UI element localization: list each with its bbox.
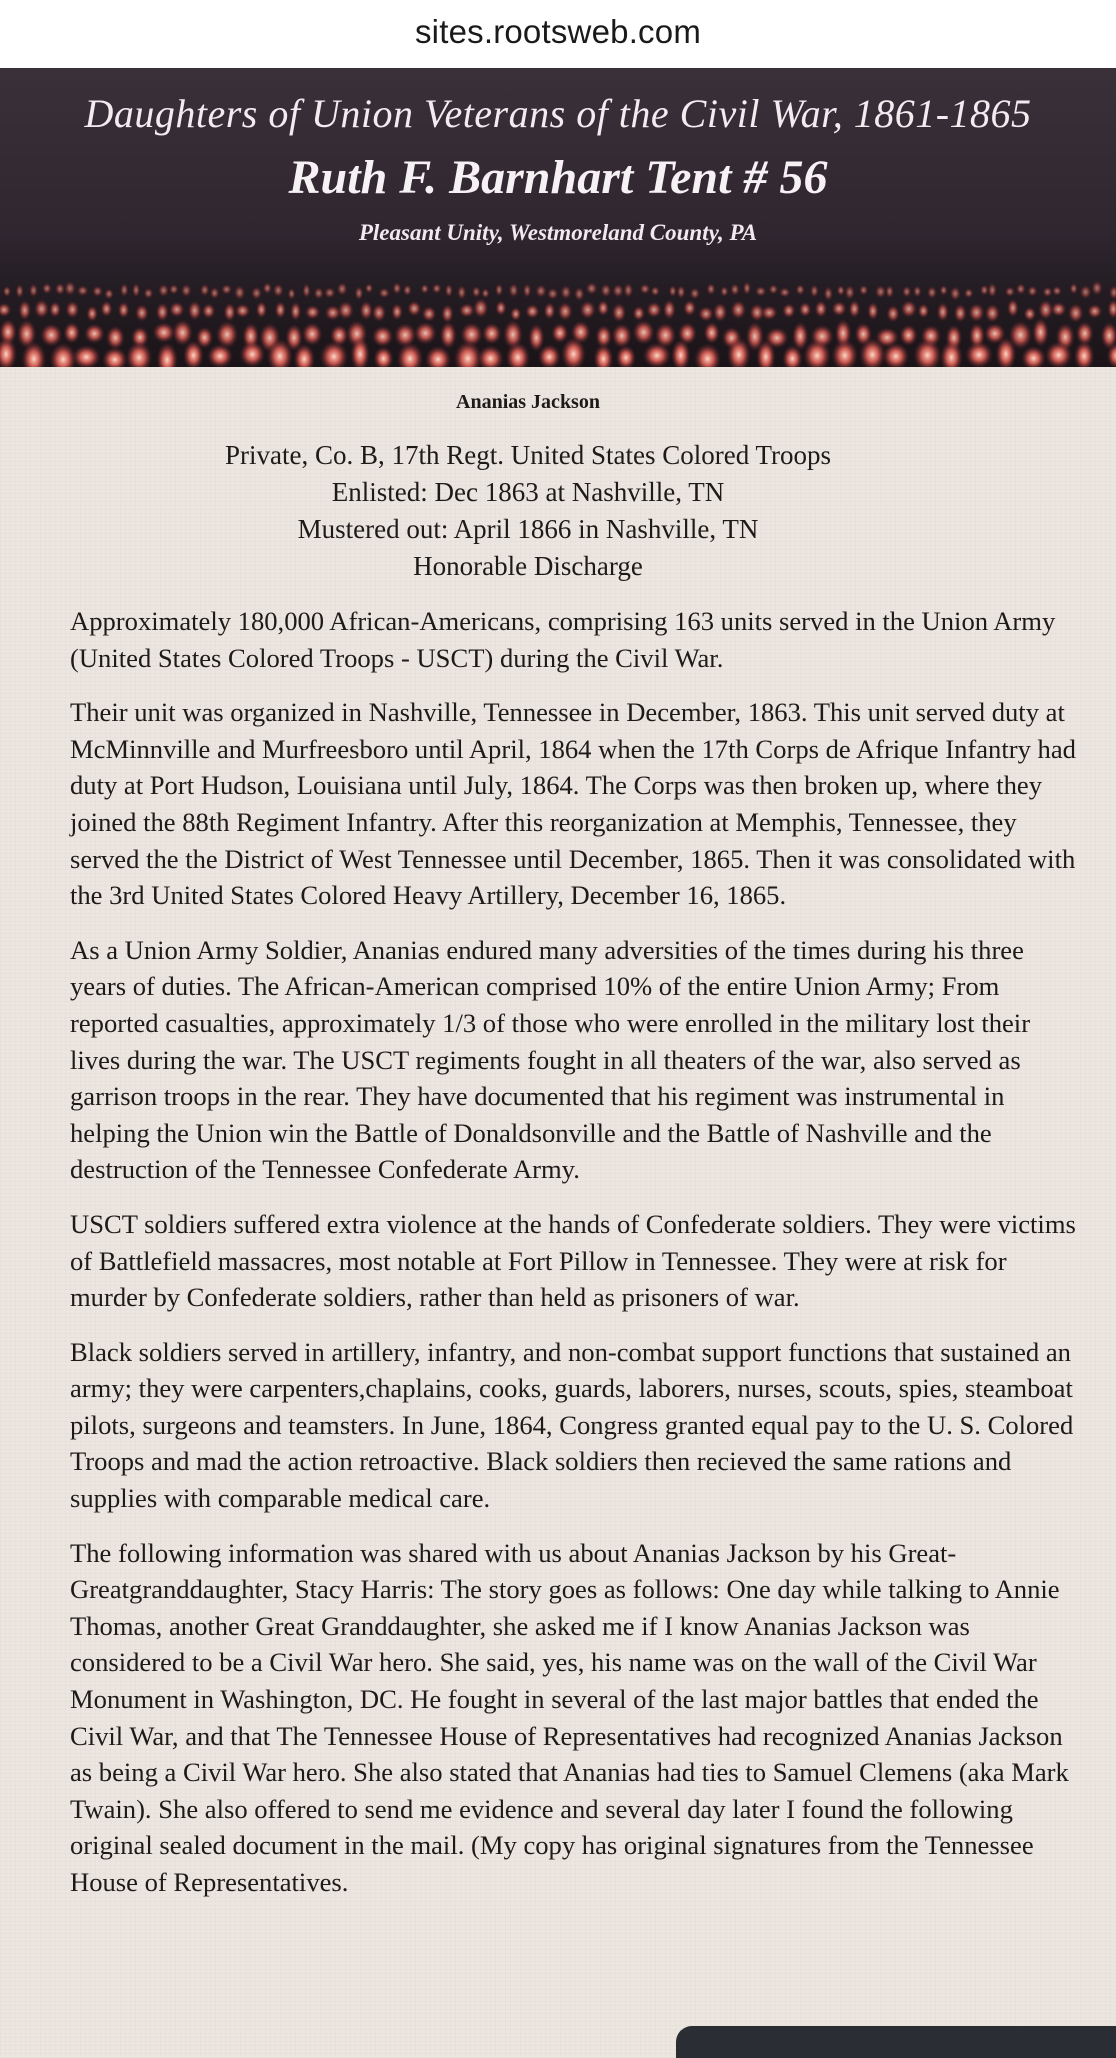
luminary-light xyxy=(918,303,930,318)
luminary-light xyxy=(927,286,937,299)
luminary-light xyxy=(980,284,989,295)
luminary-light xyxy=(403,284,412,295)
luminary-light xyxy=(900,325,918,346)
luminary-light xyxy=(669,285,677,297)
luminary-light xyxy=(1080,285,1092,299)
luminary-light xyxy=(937,302,949,322)
luminary-light xyxy=(29,284,38,298)
luminary-light xyxy=(633,306,645,321)
luminary-light xyxy=(988,283,997,298)
luminary-light xyxy=(440,321,457,349)
luminary-light xyxy=(158,284,169,297)
cemetery-luminaries-image xyxy=(0,267,1116,367)
luminary-light xyxy=(845,285,855,300)
luminary-light xyxy=(731,300,747,319)
luminary-light xyxy=(407,301,421,317)
luminary-light xyxy=(302,283,310,298)
luminary-light xyxy=(202,303,216,319)
luminary-light xyxy=(153,322,176,343)
luminary-light xyxy=(16,284,24,298)
luminary-light xyxy=(612,284,624,298)
header-banner xyxy=(0,68,1116,367)
service-record xyxy=(0,437,1056,585)
luminary-light xyxy=(18,300,31,321)
luminary-light xyxy=(623,283,633,298)
luminary-light xyxy=(263,282,272,294)
luminary-light xyxy=(859,285,868,296)
luminary-light xyxy=(796,284,805,295)
luminary-light xyxy=(392,282,401,294)
luminary-light xyxy=(104,288,114,299)
luminary-light xyxy=(457,285,466,300)
luminary-light xyxy=(240,341,266,367)
luminary-light xyxy=(677,285,686,299)
luminary-light xyxy=(156,342,177,367)
luminary-light xyxy=(63,322,80,344)
luminary-light xyxy=(324,287,336,298)
luminary-light xyxy=(867,302,879,320)
luminary-light xyxy=(100,301,112,317)
luminary-light xyxy=(968,303,984,322)
luminary-light xyxy=(1032,318,1049,347)
address-bar[interactable] xyxy=(0,0,1116,68)
luminary-light xyxy=(1021,346,1046,367)
luminary-light xyxy=(1027,286,1037,297)
luminary-light xyxy=(886,305,899,323)
luminary-light xyxy=(441,304,454,323)
luminary-light xyxy=(509,283,519,298)
luminary-light xyxy=(391,303,403,320)
luminary-light xyxy=(251,287,262,300)
luminary-light xyxy=(580,300,596,319)
luminary-light xyxy=(472,286,481,298)
luminary-light xyxy=(337,282,348,295)
luminary-light xyxy=(574,287,585,301)
paragraph-roles: Black soldiers served in artillery, infantry, and non-combat support functions that sustained an army; they were carpenters,chaplains, cooks, guards, laborers, nurses, scouts, spies, steamboat pilots, surgeons and teamsters. In June, 1864, Congress granted equal pay to the U. S. Colored Troops and mad the action retroactive. Black soldiers then recieved the same rations and supplies with comparable medical care. xyxy=(70,1336,1074,1514)
luminary-light xyxy=(120,283,129,297)
luminary-light xyxy=(810,284,819,297)
service-discharge: Honorable Discharge xyxy=(413,551,643,581)
luminary-light xyxy=(55,283,65,295)
luminary-light xyxy=(1051,302,1067,317)
luminary-light xyxy=(169,302,185,318)
luminary-light xyxy=(106,326,125,350)
luminary-light xyxy=(86,305,98,321)
luminary-light xyxy=(755,286,767,297)
luminary-light xyxy=(704,322,720,344)
luminary-light xyxy=(558,302,573,321)
luminary-light xyxy=(1109,285,1116,300)
luminary-light xyxy=(1043,287,1053,297)
luminary-light xyxy=(414,322,437,345)
luminary-light xyxy=(495,283,503,296)
luminary-light xyxy=(544,302,556,319)
luminary-light xyxy=(831,339,858,367)
luminary-light xyxy=(49,301,61,317)
service-enlisted: Enlisted: Dec 1863 at Nashville, TN xyxy=(331,477,725,507)
luminary-light xyxy=(221,284,232,295)
luminary-light xyxy=(365,283,373,293)
luminary-light xyxy=(314,287,324,299)
luminary-light xyxy=(824,286,834,301)
luminary-light xyxy=(288,288,296,300)
luminary-light xyxy=(1007,299,1019,317)
luminary-light xyxy=(65,301,79,319)
luminary-light xyxy=(135,304,149,322)
service-mustered-out: Mustered out: April 1866 in Nashville, TN xyxy=(297,514,759,544)
luminary-light xyxy=(92,286,103,297)
luminary-light xyxy=(640,284,651,295)
luminary-light xyxy=(832,301,847,316)
luminary-light xyxy=(651,286,660,296)
luminary-light xyxy=(694,343,721,367)
paragraph-service-adversities: As a Union Army Soldier, Ananias endured many adversities of the times during his three years of duties. The African-American comprised 10% of the entire Union Army; From reported casualties, approximately 1/3 of those who were enrolled in the military lost their lives during the war. The USCT regiments fought in all theaters of the war, also served as garrison troops in the rear. They have documented that his regiment was instrumental in helping the Union win the Battle of Donaldsonville and the Battle of Nashville and the destruction of the Tennessee Confederate Army. xyxy=(70,934,1031,1185)
luminary-light xyxy=(779,287,790,297)
luminary-light xyxy=(1052,286,1062,296)
luminary-light xyxy=(275,301,286,318)
luminary-light xyxy=(84,324,105,344)
luminary-light xyxy=(1074,341,1095,367)
luminary-light xyxy=(0,303,11,317)
luminary-light xyxy=(954,304,967,323)
luminary-light xyxy=(616,345,636,367)
luminary-light xyxy=(273,284,284,298)
soldier-name-heading: Ananias Jackson xyxy=(456,391,600,413)
luminary-light xyxy=(302,322,323,345)
luminary-light xyxy=(1087,304,1102,319)
luminary-light xyxy=(849,300,861,318)
luminary-light xyxy=(200,284,210,296)
luminary-light xyxy=(799,302,812,317)
luminary-light xyxy=(683,300,696,316)
paragraph-family-story: The following information was shared with us about Ananias Jackson by his Great-Greatgranddaughter, Stacy Harris: The story goes as follows: One day while talking to Annie Thomas, another Great Granddaughter, she asked me if I know Ananias Jackson was considered to be a Civil War hero. She said, yes, his name was on the wall of the Civil War Monument in Washington, DC. He fought in several of the last major battles that ended the Civil War, and that The Tennessee House of Representatives had recognized Ananias Jackson as being a Civil War hero. She also stated that Ananias had ties to Samuel Clemens (aka Mark Twain). She also offered to send me evidence and several day later I found the following original sealed document in the mail. (My copy has original signatures from the Tennessee House of Representatives. xyxy=(70,1537,1069,1897)
luminary-light xyxy=(224,303,236,322)
luminary-light xyxy=(0,337,17,367)
luminary-light xyxy=(837,285,845,296)
luminary-light xyxy=(586,282,598,295)
luminary-light xyxy=(713,302,727,322)
paragraph-unit-history: Their unit was organized in Nashville, Tennessee in December, 1863. This unit served duty at McMinnville and Murfreesboro until April, 1864 when the 17th Corps de Afrique Infantry had duty at Port Hudson, Louisiana until July, 1864. The Corps was then broken up, where they joined the 88th Regiment Infantry. After this reorganization at Memphis, Tennessee, they served the the District of West Tennessee until December, 1865. Then it was consolidated with the 3rd United States Colored Heavy Artillery, December 16, 1865. xyxy=(70,697,1076,911)
luminary-light xyxy=(360,301,373,321)
luminary-light xyxy=(950,286,961,301)
luminary-light xyxy=(547,288,559,300)
luminary-light xyxy=(769,284,779,294)
luminary-light xyxy=(1068,303,1084,323)
luminary-light xyxy=(188,301,202,321)
luminary-light xyxy=(535,284,547,297)
luminary-light xyxy=(181,284,192,297)
luminary-light xyxy=(597,300,609,316)
luminary-light xyxy=(523,283,531,297)
luminary-light xyxy=(663,299,676,319)
luminary-light xyxy=(432,283,442,294)
luminary-light xyxy=(445,284,453,298)
luminary-light xyxy=(235,303,250,317)
tent-location: Pleasant Unity, Westmoreland County, PA xyxy=(358,220,758,245)
luminary-light xyxy=(495,300,506,315)
luminary-light xyxy=(720,286,728,297)
luminary-light xyxy=(1005,287,1015,297)
luminary-light xyxy=(875,285,886,299)
luminary-light xyxy=(320,341,348,367)
luminary-light xyxy=(885,285,894,299)
luminary-light xyxy=(156,302,169,321)
luminary-light xyxy=(422,306,437,322)
luminary-light xyxy=(1091,281,1102,296)
luminary-light xyxy=(1107,299,1116,319)
luminary-light xyxy=(612,303,626,322)
luminary-light xyxy=(77,285,89,296)
luminary-light xyxy=(594,344,614,367)
luminary-light xyxy=(1024,307,1037,321)
luminary-light xyxy=(612,323,632,348)
luminary-light xyxy=(965,341,993,367)
browser-toolbar-edge xyxy=(676,2026,1116,2058)
luminary-light xyxy=(551,323,568,343)
luminary-light xyxy=(1016,283,1026,295)
luminary-light xyxy=(118,302,130,319)
luminary-light xyxy=(473,298,488,318)
service-rank-unit: Private, Co. B, 17th Regt. United States Colored Troops xyxy=(224,440,831,470)
url-text[interactable]: sites.rootsweb.com xyxy=(414,13,702,50)
luminary-light xyxy=(600,283,611,297)
luminary-light xyxy=(143,288,153,299)
luminary-light xyxy=(560,285,571,300)
luminary-light xyxy=(169,284,179,294)
luminary-light xyxy=(459,303,475,318)
luminary-light xyxy=(64,281,76,296)
luminary-light xyxy=(42,283,52,294)
luminary-light xyxy=(454,341,482,367)
luminary-light xyxy=(102,347,128,367)
luminary-light xyxy=(761,305,778,320)
luminary-light xyxy=(126,342,153,367)
luminary-light xyxy=(210,287,220,299)
luminary-light xyxy=(1070,283,1078,295)
article-body xyxy=(70,603,1080,1919)
paragraph-violence: USCT soldiers suffered extra violence at the hands of Confederate soldiers. They were victims of Battlefield massacres, most notable at Fort Pillow in Tennessee. They were at risk for murder by Confederate soldiers, rather than held as prisoners of war. xyxy=(70,1208,1076,1313)
luminary-light xyxy=(290,302,301,322)
luminary-light xyxy=(355,286,364,300)
luminary-light xyxy=(782,303,795,318)
page-content xyxy=(0,367,1116,2058)
luminary-light xyxy=(373,346,393,367)
tent-name: Ruth F. Barnhart Tent # 56 xyxy=(288,151,828,204)
luminary-light xyxy=(305,305,320,320)
luminary-light xyxy=(706,283,715,295)
luminary-light xyxy=(372,304,386,322)
luminary-light xyxy=(913,285,921,297)
luminary-light xyxy=(646,302,662,318)
luminary-light xyxy=(256,301,267,318)
luminary-light xyxy=(510,307,521,321)
luminary-light xyxy=(132,283,140,298)
luminary-light xyxy=(338,301,354,320)
luminary-light xyxy=(985,304,1000,323)
luminary-light xyxy=(40,323,62,347)
luminary-light xyxy=(34,299,49,318)
luminary-light xyxy=(690,287,700,299)
luminary-light xyxy=(730,283,740,296)
luminary-light xyxy=(482,323,502,345)
luminary-light xyxy=(964,288,974,298)
luminary-light xyxy=(902,286,911,298)
luminary-light xyxy=(379,288,390,299)
luminary-light xyxy=(815,300,828,317)
luminary-light xyxy=(477,345,503,367)
luminary-light xyxy=(72,345,101,367)
luminary-light xyxy=(372,326,394,347)
luminary-light xyxy=(633,320,655,345)
paragraph-usct-overview: Approximately 180,000 African-Americans, comprising 163 units served in the Union Army (United States Colored Troops - USCT) during the Civil War. xyxy=(70,606,1056,673)
luminary-light xyxy=(525,304,540,319)
luminary-light xyxy=(743,281,751,295)
luminary-light xyxy=(234,285,245,300)
organization-title: Daughters of Union Veterans of the Civil War, 1861-1865 xyxy=(84,91,1032,136)
luminary-light xyxy=(939,285,947,296)
luminary-light xyxy=(698,306,713,321)
luminary-light xyxy=(420,284,429,294)
luminary-light xyxy=(901,300,917,318)
luminary-light xyxy=(3,286,11,297)
luminary-light xyxy=(481,288,489,298)
